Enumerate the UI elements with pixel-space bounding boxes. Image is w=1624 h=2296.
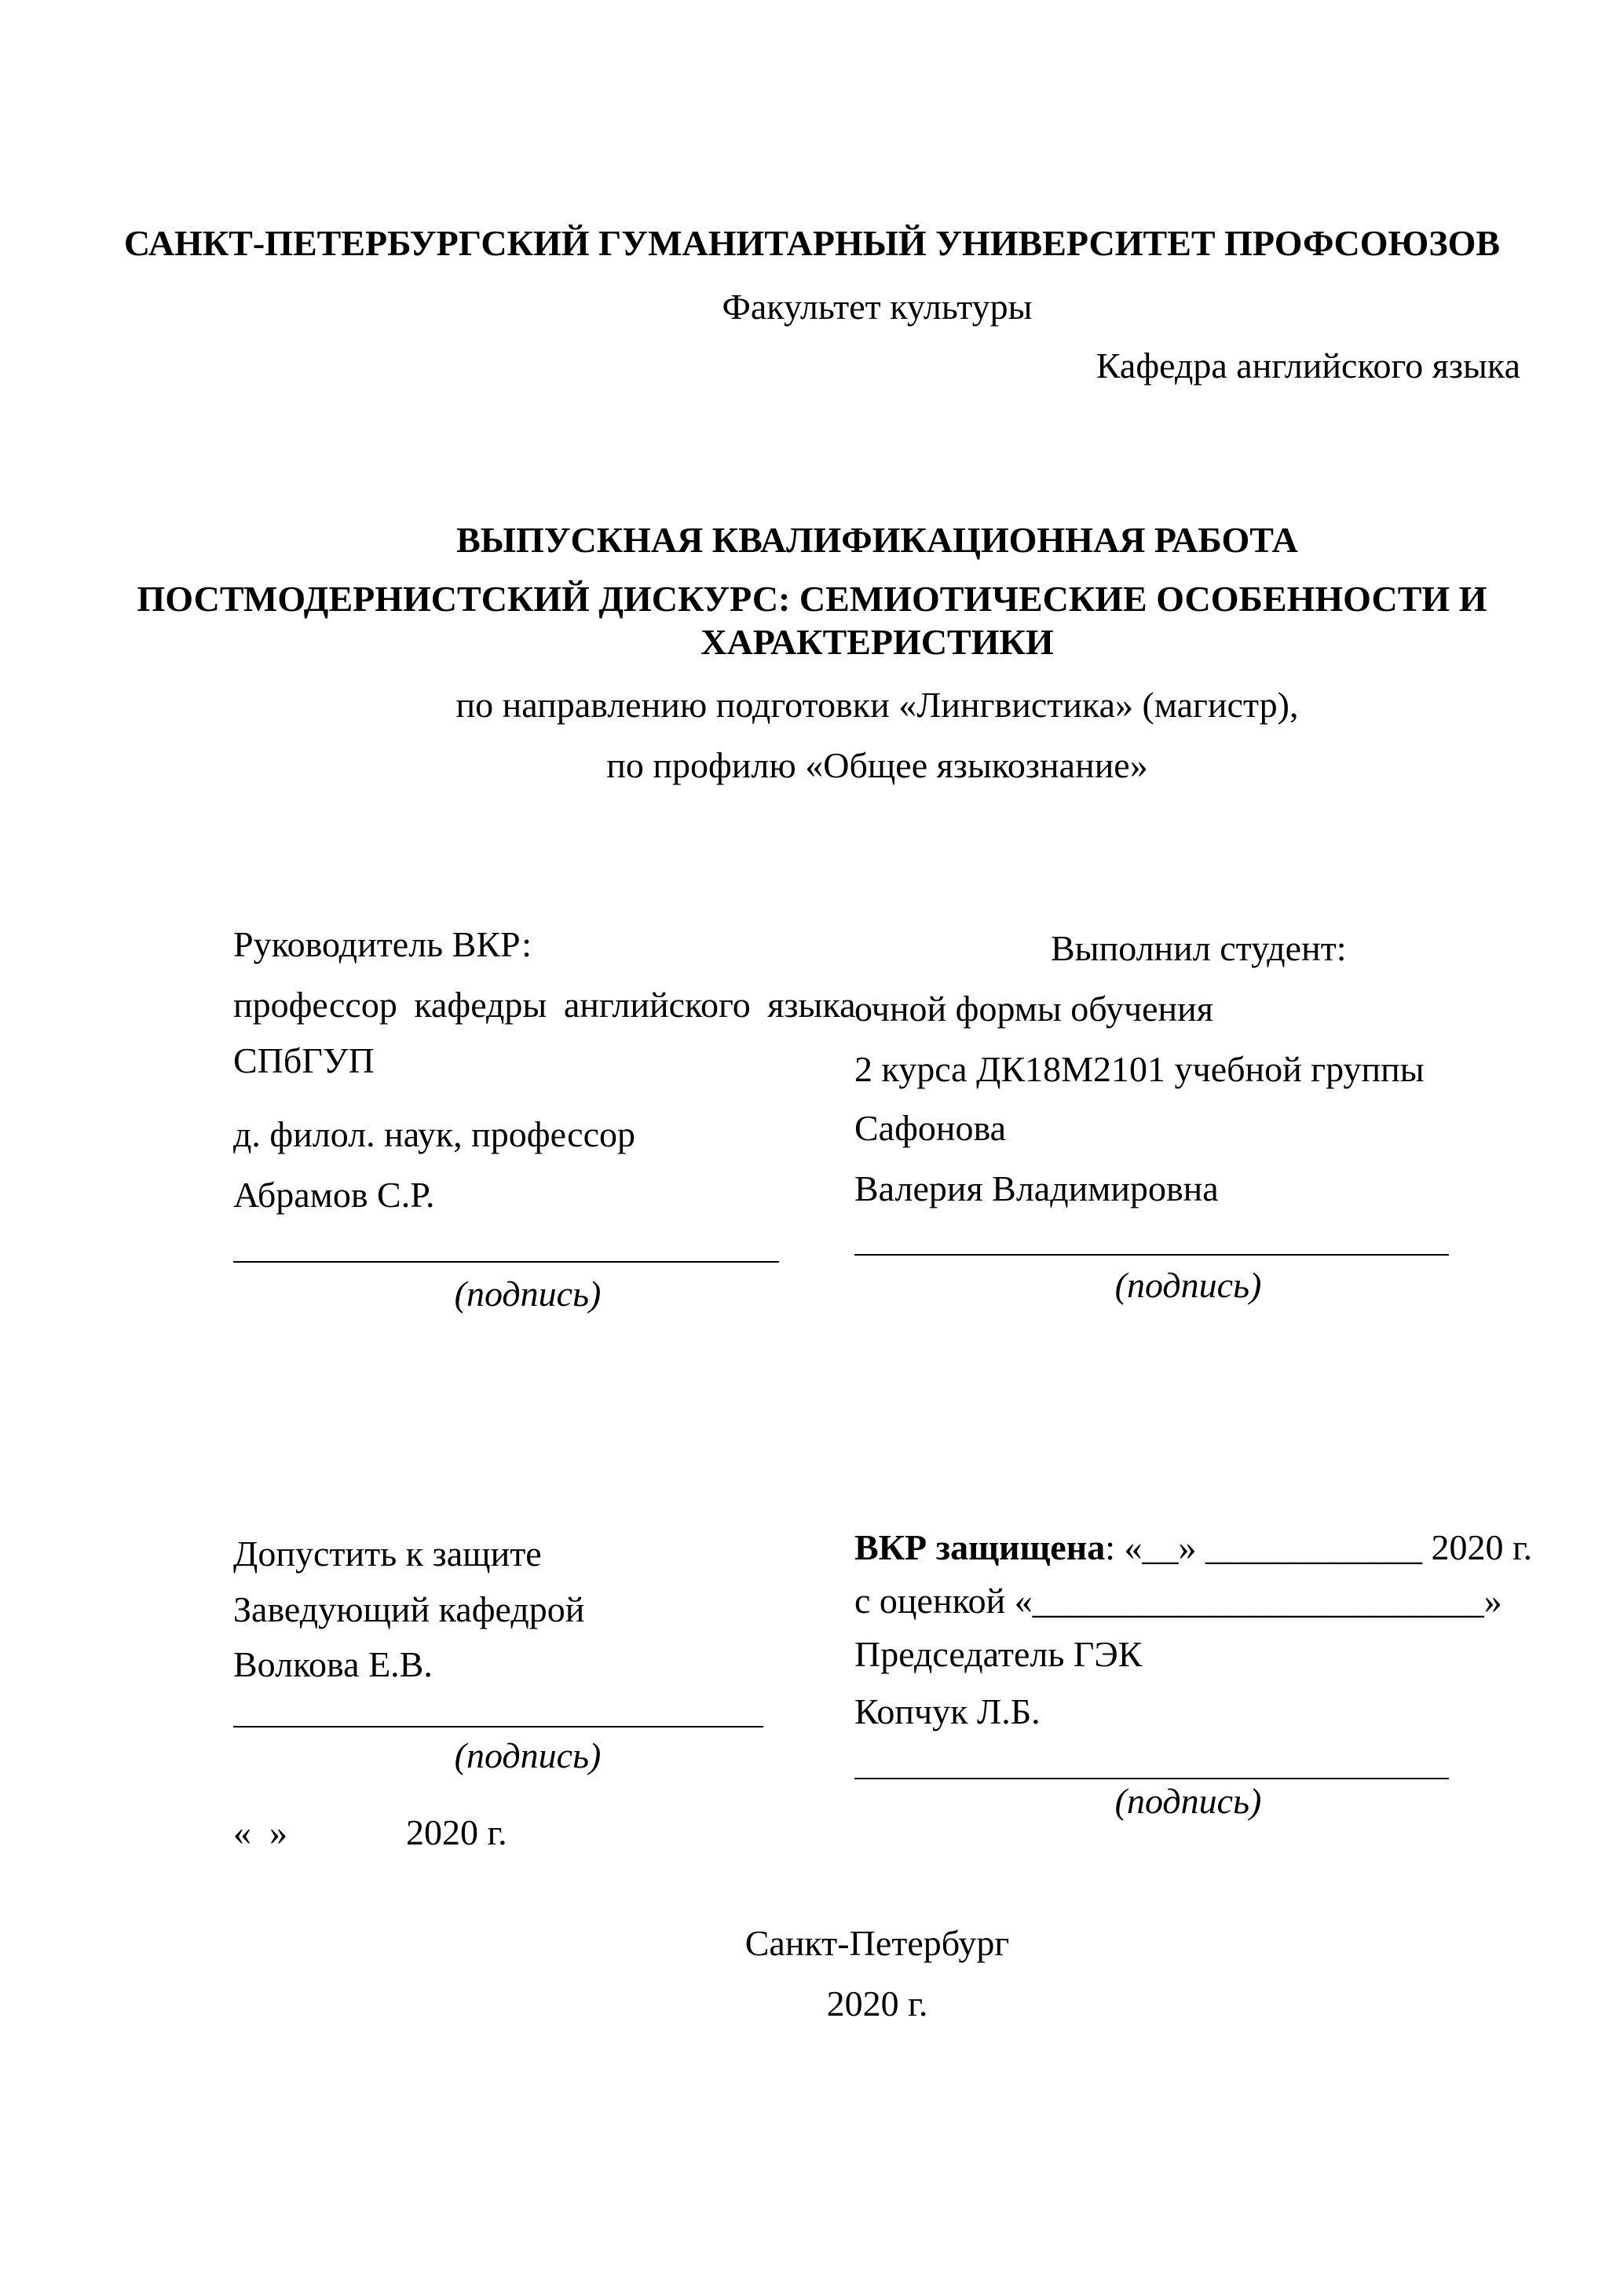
supervisor-signature-caption: (подпись) xyxy=(454,1274,602,1314)
admission-name: Волкова Е.В. xyxy=(233,1644,433,1684)
defense-signature-line xyxy=(854,1778,1449,1779)
department-name: Кафедра английского языка xyxy=(1095,345,1520,386)
admission-label: Допустить к защите xyxy=(233,1534,542,1574)
supervisor-degree: д. филол. наук, профессор xyxy=(233,1114,635,1154)
gek-chair-name: Копчук Л.Б. xyxy=(854,1691,1041,1731)
gek-chair-role: Председатель ГЭК xyxy=(854,1634,1143,1674)
work-title-line2: ХАРАКТЕРИСТИКИ xyxy=(700,622,1054,662)
defense-signature-caption: (подпись) xyxy=(1114,1781,1262,1821)
university-name: САНКТ-ПЕТЕРБУРГСКИЙ ГУМАНИТАРНЫЙ УНИВЕРСИТЕТ ПРОФСОЮЗОВ xyxy=(123,223,1501,263)
supervisor-name: Абрамов С.Р. xyxy=(233,1175,435,1215)
faculty-name: Факультет культуры xyxy=(722,287,1033,327)
supervisor-university: СПбГУП xyxy=(233,1040,375,1080)
admission-date-year: 2020 г. xyxy=(406,1812,507,1852)
work-type: ВЫПУСКНАЯ КВАЛИФИКАЦИОННАЯ РАБОТА xyxy=(456,520,1298,560)
admission-date-quotes: « » xyxy=(233,1812,287,1852)
supervisor-position: профессор кафедры английского языка xyxy=(233,985,856,1025)
defense-status xyxy=(854,1527,1533,1567)
footer-year: 2020 г. xyxy=(826,1983,928,2024)
work-title-line1: ПОСТМОДЕРНИСТСКИЙ ДИСКУРС: СЕМИОТИЧЕСКИЕ ОСОБЕННОСТИ И xyxy=(137,579,1487,619)
admission-role: Заведующий кафедрой xyxy=(233,1589,585,1629)
defense-date: : «__» ____________ 2020 г. xyxy=(1105,1527,1533,1567)
footer-city: Санкт-Петербург xyxy=(744,1923,1010,1963)
student-surname: Сафонова xyxy=(854,1108,1007,1148)
study-direction: по направлению подготовки «Лингвистика» (магистр), xyxy=(455,685,1299,725)
admission-signature-line xyxy=(233,1726,763,1727)
defense-grade: с оценкой «_________________________» xyxy=(854,1581,1502,1621)
admission-signature-caption: (подпись) xyxy=(454,1735,602,1775)
supervisor-label: Руководитель ВКР: xyxy=(233,924,532,964)
defense-label: ВКР защищена xyxy=(854,1527,1106,1567)
student-group: 2 курса ДК18М2101 учебной группы xyxy=(854,1049,1425,1089)
student-study-form: очной формы обучения xyxy=(854,989,1213,1029)
student-signature-line xyxy=(854,1254,1449,1256)
student-label: Выполнил студент: xyxy=(1051,928,1347,968)
student-given-names: Валерия Владимировна xyxy=(854,1168,1219,1208)
student-signature-caption: (подпись) xyxy=(1114,1265,1262,1305)
supervisor-signature-line xyxy=(233,1261,779,1263)
study-profile: по профилю «Общее языкознание» xyxy=(606,745,1148,785)
